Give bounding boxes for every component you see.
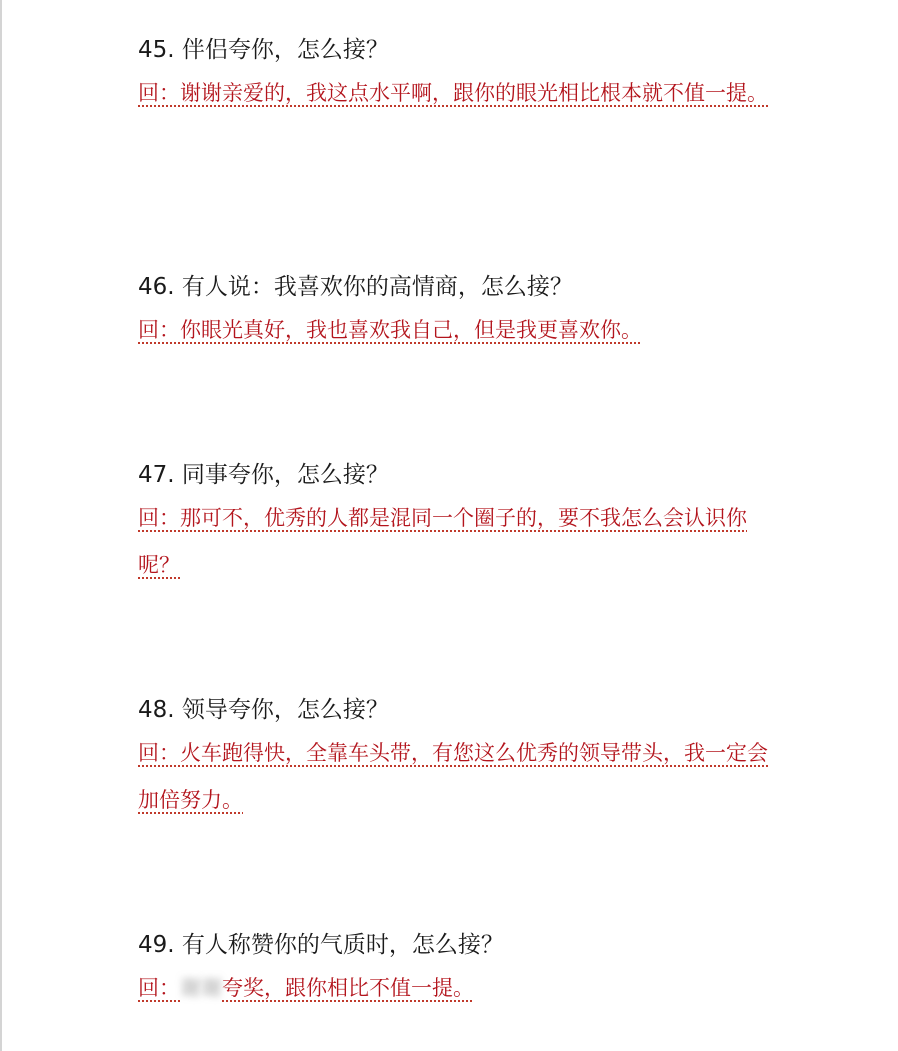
answer-text xyxy=(138,730,778,824)
question-text: 47. 同事夸你，怎么接？ xyxy=(138,462,389,488)
blurred-text: 谢谢 xyxy=(180,976,222,1000)
answer-line: 回：火车跑得快，全靠车头带，有您这么优秀的领导带头，我一定会加倍努力。 xyxy=(138,741,768,812)
answer-line: 回：你眼光真好，我也喜欢我自己，但是我更喜欢你。 xyxy=(138,318,642,342)
qa-item-49 xyxy=(138,929,778,1012)
qa-item-45 xyxy=(138,34,778,117)
answer-line: 回：那可不，优秀的人都是混同一个圈子的，要不我怎么会认识你呢？ xyxy=(138,506,747,577)
answer-text xyxy=(138,307,778,354)
question-text: 49. 有人称赞你的气质时，怎么接？ xyxy=(138,932,504,958)
answer-text xyxy=(138,70,778,117)
answer-line: 回：谢谢亲爱的，我这点水平啊，跟你的眼光相比根本就不值一提。 xyxy=(138,81,768,105)
answer-prefix: 回： xyxy=(138,976,180,1000)
question-text: 48. 领导夸你，怎么接？ xyxy=(138,697,389,723)
answer-line xyxy=(138,976,474,1000)
question-text: 45. 伴侣夸你，怎么接？ xyxy=(138,37,389,63)
page-edge-divider xyxy=(0,0,2,1051)
qa-item-47 xyxy=(138,459,778,589)
answer-text xyxy=(138,965,778,1012)
qa-item-48 xyxy=(138,694,778,824)
answer-rest: 夸奖，跟你相比不值一提。 xyxy=(222,976,474,1000)
answer-text xyxy=(138,495,778,589)
question-text: 46. 有人说：我喜欢你的高情商，怎么接？ xyxy=(138,274,573,300)
qa-item-46 xyxy=(138,271,778,354)
